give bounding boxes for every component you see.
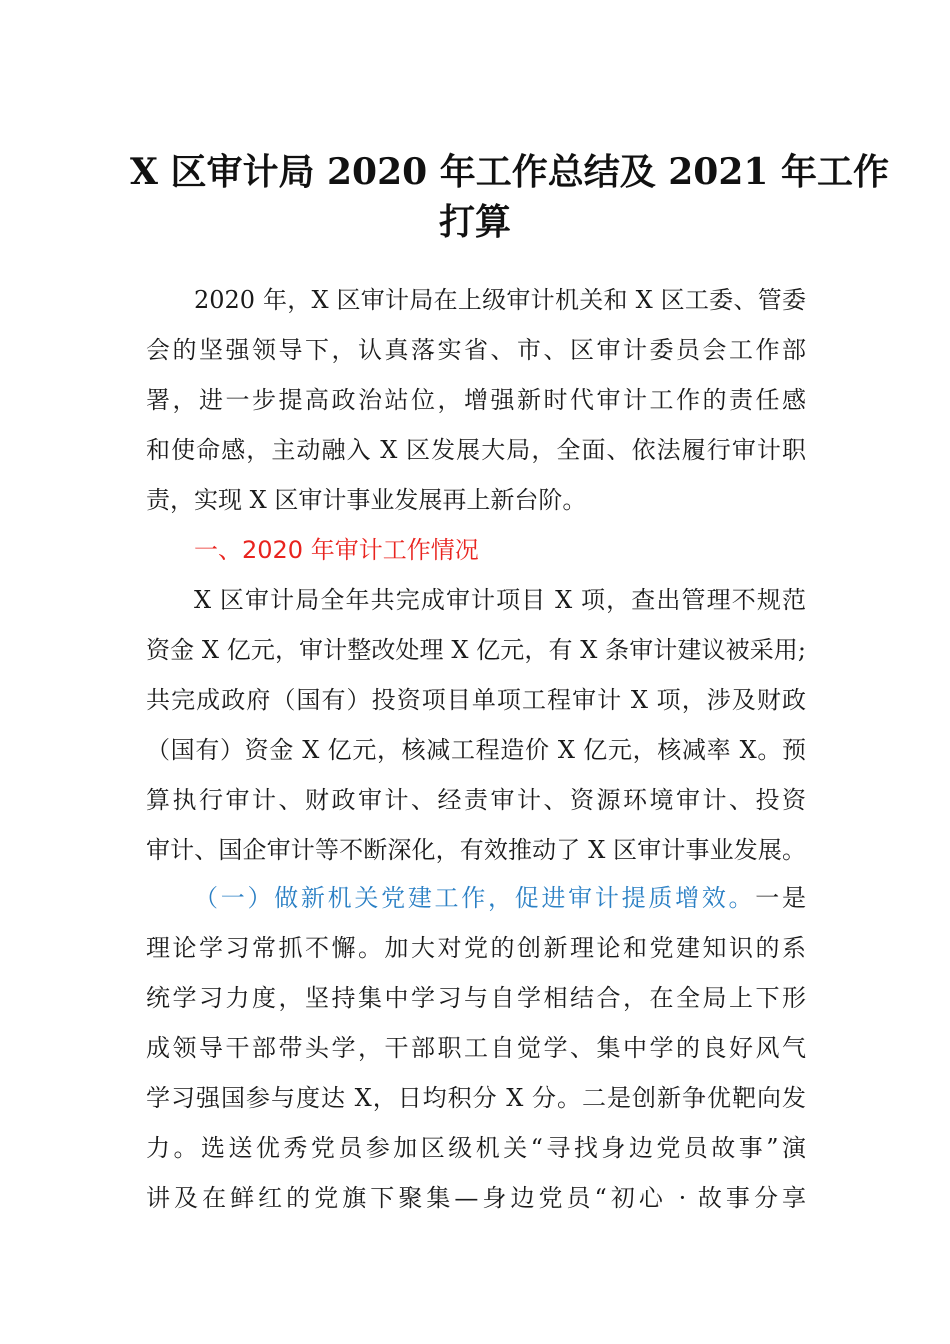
document-title-line-2: 打算 bbox=[438, 201, 511, 243]
subsection-line: 学习强国参与度达 X，日均积分 X 分。二是创新争优靶向发 bbox=[146, 1084, 806, 1112]
section-line: 审计、国企审计等不断深化，有效推动了 X 区审计事业发展。 bbox=[146, 836, 806, 864]
subsection-first-line bbox=[194, 878, 806, 918]
section-line: 资金 X 亿元，审计整改处理 X 亿元，有 X 条审计建议被采用; bbox=[146, 636, 806, 664]
section-line: 共完成政府（国有）投资项目单项工程审计 X 项，涉及财政 bbox=[146, 686, 806, 714]
intro-line: 会的坚强领导下，认真落实省、市、区审计委员会工作部 bbox=[146, 336, 806, 364]
section-line: 算执行审计、财政审计、经责审计、资源环境审计、投资 bbox=[146, 786, 806, 814]
intro-line: 署，进一步提高政治站位，增强新时代审计工作的责任感 bbox=[146, 386, 806, 414]
section-heading: 一、2020 年审计工作情况 bbox=[194, 536, 479, 564]
section-line: （国有）资金 X 亿元，核减工程造价 X 亿元，核减率 X。预 bbox=[146, 736, 806, 764]
subsection-line: 统学习力度，坚持集中学习与自学相结合，在全局上下形 bbox=[146, 984, 806, 1012]
intro-line: 和使命感，主动融入 X 区发展大局，全面、依法履行审计职 bbox=[146, 436, 806, 464]
intro-line: 2020 年，X 区审计局在上级审计机关和 X 区工委、管委 bbox=[194, 286, 806, 314]
subsection-line: 成领导干部带头学，干部职工自觉学、集中学的良好风气 bbox=[146, 1034, 806, 1062]
document-title-line-1: X 区审计局 2020 年工作总结及 2021 年工作 bbox=[130, 151, 889, 193]
section-line: X 区审计局全年共完成审计项目 X 项，查出管理不规范 bbox=[194, 586, 806, 614]
subsection-heading: （一）做新机关党建工作，促进审计提质增效。 bbox=[194, 884, 756, 912]
subsection-line: 力。选送优秀党员参加区级机关“寻找身边党员故事”演 bbox=[146, 1134, 806, 1162]
subsection-line: 理论学习常抓不懈。加大对党的创新理论和党建知识的系 bbox=[146, 934, 806, 962]
subsection-line: 讲及在鲜红的党旗下聚集—身边党员“初心 · 故事分享 bbox=[146, 1184, 806, 1212]
intro-line: 责，实现 X 区审计事业发展再上新台阶。 bbox=[146, 486, 587, 514]
subsection-first-line-tail: 一是 bbox=[755, 884, 806, 912]
